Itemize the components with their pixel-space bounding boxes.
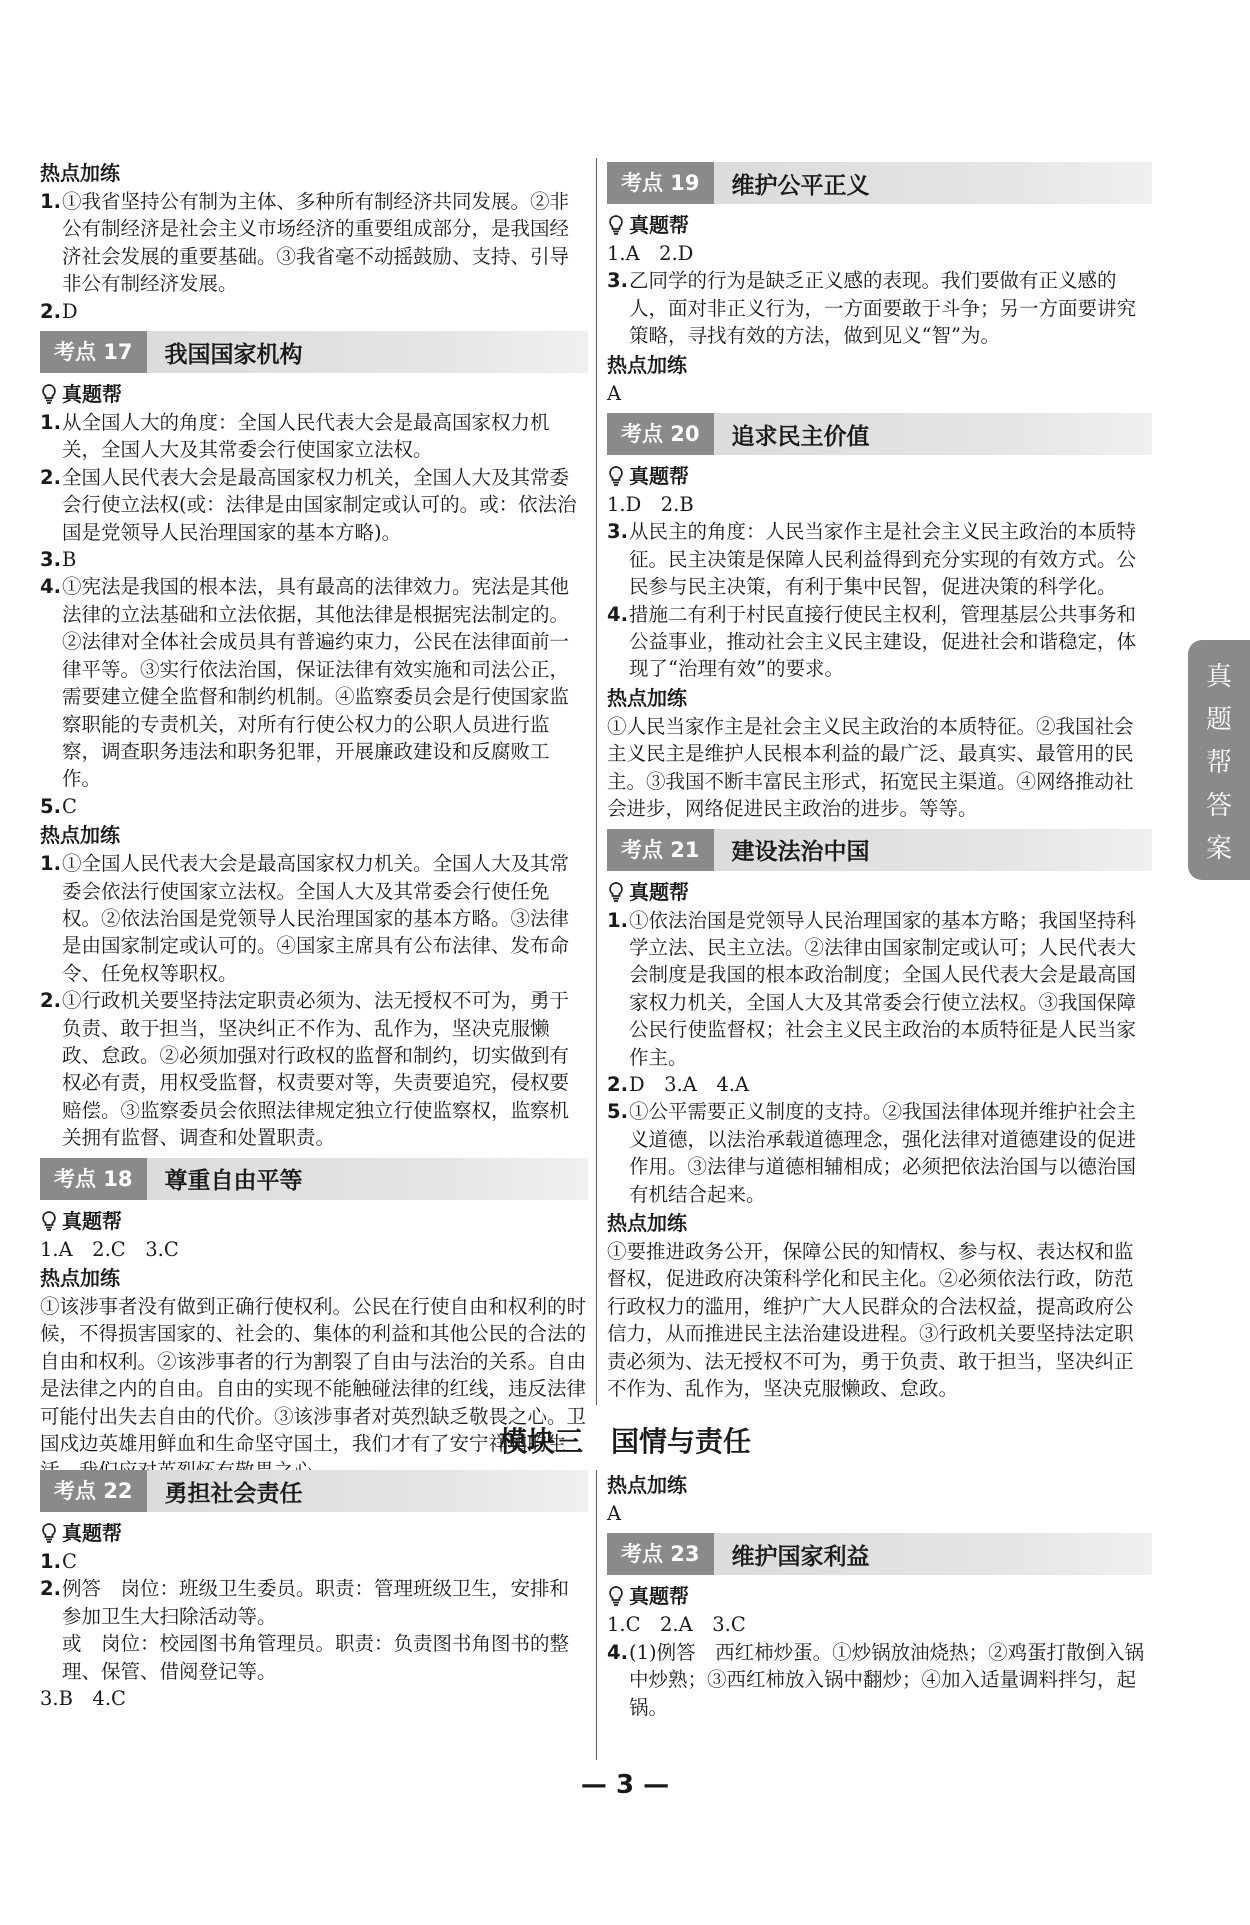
list-item: 4. ①宪法是我国的根本法，具有最高的法律效力。宪法是其他法律的立法基础和立法依据，其他法律是根据宪法制定的。②法律对全体社会成员具有普遍约束力，公民在法律面前一律平等。③实行依法治国，保证法律有效实施和司法公正，需要建立健全监督和制约机制。④监察委员会是行使国家监察职能的专责机关，对所有行使公权力的公职人员进行监察，调查职务违法和职务犯罪，开展廉政建设和反腐败工作。 bbox=[40, 575, 570, 791]
section-header-20 bbox=[607, 413, 1152, 455]
list-item: 1. C bbox=[40, 1550, 77, 1573]
section-title: 我国国家机构 bbox=[164, 341, 303, 368]
right-column bbox=[607, 158, 1152, 1402]
answer-line: 1.A 2.C 3.C bbox=[40, 1237, 179, 1261]
list-item: 5. ①公平需要正义制度的支持。②我国法律体现并维护社会主义道德，以法治承载道德理念，强化法律对道德建设的促进作用。③法律与道德相辅相成；必须把依法治国与以德治国有机结合起来。 bbox=[607, 1100, 1137, 1206]
side-tab bbox=[1188, 640, 1250, 880]
answer-paragraph: ①要推进政务公开，保障公民的知情权、参与权、表达权和监督权，促进政府决策科学化和民主化。②必须依法行政，防范行政权力的滥用，维护广大人民群众的合法权益，提高政府公信力，从而推进民主法治建设进程。③行政机关要坚持法定职责必须为、法无授权不可为，勇于负责、敢于担当，坚决纠正不作为、乱作为，坚决克服懒政、怠政。 bbox=[607, 1239, 1134, 1400]
list-item: 2. ①行政机关要坚持法定职责必须为、法无授权不可为，勇于负责、敢于担当，坚决纠正不作为、乱作为，坚决克服懒政、怠政。②必须加强对行政权的监督和制约，切实做到有权必有责，用权受监督，权责要对等，失责要追究，侵权要赔偿。③监察委员会依照法律规定独立行使监察权，监察机关拥有监督、调查和处置职责。 bbox=[40, 989, 570, 1150]
answer-paragraph: A bbox=[607, 381, 622, 405]
answer-paragraph: A bbox=[607, 1502, 622, 1525]
side-tab-char: 帮 bbox=[1205, 747, 1232, 778]
answer-line: 1.A 2.D bbox=[607, 242, 694, 265]
section-tag: 考点 19 bbox=[607, 162, 714, 204]
hotspot-heading: 热点加练 bbox=[607, 685, 687, 710]
side-tab-char: 案 bbox=[1205, 833, 1232, 864]
lightbulb-icon bbox=[40, 1522, 58, 1544]
hotspot-heading: 热点加练 bbox=[607, 1473, 687, 1497]
left-column-bottom bbox=[40, 1470, 588, 1712]
list-item: 1. 从全国人大的角度：全国人民代表大会是最高国家权力机关，全国人大及其常委会行使国家立法权。 bbox=[40, 411, 550, 462]
zhenti-heading: 真题帮 bbox=[607, 461, 1152, 491]
list-item: 2. D bbox=[40, 299, 78, 323]
section-title: 尊重自由平等 bbox=[164, 1168, 303, 1195]
page-number: — 3 — bbox=[580, 1770, 670, 1800]
hotspot-heading: 热点加练 bbox=[40, 1266, 120, 1290]
hotspot-heading: 热点加练 bbox=[40, 823, 120, 848]
section-title: 追求民主价值 bbox=[731, 423, 870, 450]
list-item: 4. 措施二有利于村民直接行使民主权利，管理基层公共事务和公益事业，推动社会主义民主建设，促进社会和谐稳定，体现了“治理有效”的要求。 bbox=[607, 602, 1137, 681]
section-header-17 bbox=[40, 331, 588, 373]
answer-paragraph: 或 岗位：校园图书角管理员。职责：负责图书角图书的整理、保管、借阅登记等。 bbox=[62, 1632, 570, 1683]
answer-line: 1.C 2.A 3.C bbox=[607, 1613, 746, 1637]
section-title: 建设法治中国 bbox=[731, 839, 870, 865]
hotspot-heading: 热点加练 bbox=[607, 352, 687, 377]
answer-line: 3.B 4.C bbox=[40, 1687, 126, 1711]
side-tab-char: 真 bbox=[1205, 661, 1232, 692]
section-header-23 bbox=[607, 1533, 1152, 1575]
column-divider bbox=[596, 1470, 597, 1760]
left-column bbox=[40, 158, 588, 1485]
hotspot-heading: 热点加练 bbox=[607, 1210, 687, 1235]
section-tag: 考点 18 bbox=[40, 1158, 147, 1200]
side-tab-char: 答 bbox=[1205, 790, 1232, 821]
list-item: 3. 乙同学的行为是缺乏正义感的表现。我们要做有正义感的人，面对非正义行为，一方面要敢于斗争；另一方面要讲究策略，寻找有效的方法，做到见义“智”为。 bbox=[607, 269, 1137, 348]
lightbulb-icon bbox=[40, 383, 58, 405]
answer-line: 1.D 2.B bbox=[607, 493, 694, 517]
section-header-21 bbox=[607, 829, 1152, 871]
lightbulb-icon bbox=[607, 881, 625, 903]
column-divider bbox=[596, 158, 597, 1405]
list-item: 5. C bbox=[40, 794, 77, 818]
side-tab-char: 题 bbox=[1205, 704, 1232, 735]
list-item: 2. 全国人民代表大会是最高国家权力机关，全国人大及其常委会行使立法权(或：法律是由国家制定或认可的。或：依法治国是党领导人民治理国家的基本方略)。 bbox=[40, 465, 577, 544]
section-tag: 考点 23 bbox=[607, 1533, 714, 1575]
zhenti-heading: 真题帮 bbox=[40, 379, 588, 409]
zhenti-heading: 真题帮 bbox=[607, 877, 1152, 907]
answer-paragraph: ①人民当家作主是社会主义民主政治的本质特征。②我国社会主义民主是维护人民根本利益的最广泛、最真实、最管用的民主。③我国不断丰富民主形式，拓宽民主渠道。④网络推动社会进步，网络促进民主政治的进步。等等。 bbox=[607, 714, 1134, 821]
section-header-22 bbox=[40, 1470, 588, 1512]
section-tag: 考点 17 bbox=[40, 331, 147, 373]
lightbulb-icon bbox=[40, 1210, 58, 1232]
right-column-bottom bbox=[607, 1470, 1152, 1721]
list-item: 3. B bbox=[40, 548, 77, 572]
section-header-19 bbox=[607, 162, 1152, 204]
zhenti-heading: 真题帮 bbox=[607, 210, 1152, 240]
list-item: 2. D 3.A 4.A bbox=[607, 1072, 750, 1096]
list-item: 2. 例答 岗位：班级卫生委员。职责：管理班级卫生，安排和参加卫生大扫除活动等。 bbox=[40, 1577, 570, 1628]
section-title: 维护国家利益 bbox=[731, 1543, 870, 1570]
zhenti-heading: 真题帮 bbox=[40, 1206, 588, 1236]
section-tag: 考点 22 bbox=[40, 1470, 147, 1512]
zhenti-heading: 真题帮 bbox=[40, 1518, 588, 1548]
section-tag: 考点 21 bbox=[607, 829, 714, 871]
list-item: 3. 从民主的角度：人民当家作主是社会主义民主政治的本质特征。民主决策是保障人民利益得到充分实现的有效方式。公民参与民主决策，有利于集中民智，促进决策的科学化。 bbox=[607, 520, 1137, 599]
hotspot-heading: 热点加练 bbox=[40, 161, 120, 185]
module-title: 模块三 国情与责任 bbox=[498, 1425, 751, 1458]
section-header-18 bbox=[40, 1158, 588, 1200]
section-tag: 考点 20 bbox=[607, 413, 714, 455]
lightbulb-icon bbox=[607, 1585, 625, 1607]
section-title: 维护公平正义 bbox=[731, 172, 870, 199]
section-title: 勇担社会责任 bbox=[164, 1480, 303, 1507]
list-item: 1. ①依法治国是党领导人民治理国家的基本方略；我国坚持科学立法、民主立法。②法律由国家制定或认可；人民代表大会制度是我国的根本政治制度；全国人民代表大会是最高国家权力机关，全国人大及其常委会行使立法权。③我国保障公民行使监督权；社会主义民主政治的本质特征是人民当家作主。 bbox=[607, 908, 1137, 1069]
zhenti-heading: 真题帮 bbox=[607, 1581, 1152, 1611]
lightbulb-icon bbox=[607, 214, 625, 236]
list-item: 1. ①全国人民代表大会是最高国家权力机关。全国人大及其常委会依法行使国家立法权。全国人大及其常委会行使任免权。②依法治国是党领导人民治理国家的基本方略。③法律是由国家制定或认可的。④国家主席具有公布法律、发布命令、任免权等职权。 bbox=[40, 852, 570, 985]
answer-paragraph: ①该涉事者没有做到正确行使权利。公民在行使自由和权利的时候，不得损害国家的、社会的、集体的利益和其他公民的合法的自由和权利。②该涉事者的行为割裂了自由与法治的关系。自由是法律之内的自由。自由的实现不能触碰法律的红线，违反法律可能付出失去自由的代价。③该涉事者对英烈缺乏敬畏之心。卫国戍边英雄用鲜血和生命坚守国土，我们才有了安宁祥和的生 bbox=[40, 1295, 587, 1456]
list-item: 1. ①我省坚持公有制为主体、多种所有制经济共同发展。②非公有制经济是社会主义市场经济的重要组成部分，是我国经济社会发展的重要基础。③我省毫不动摇鼓励、支持、引导非公有制经济发展。 bbox=[40, 190, 570, 296]
list-item: 4. (1)例答 西红柿炒蛋。①炒锅放油烧热；②鸡蛋打散倒入锅中炒熟；③西红柿放入锅中翻炒；④加入适量调料拌匀，起锅。 bbox=[607, 1640, 1145, 1719]
lightbulb-icon bbox=[607, 465, 625, 487]
